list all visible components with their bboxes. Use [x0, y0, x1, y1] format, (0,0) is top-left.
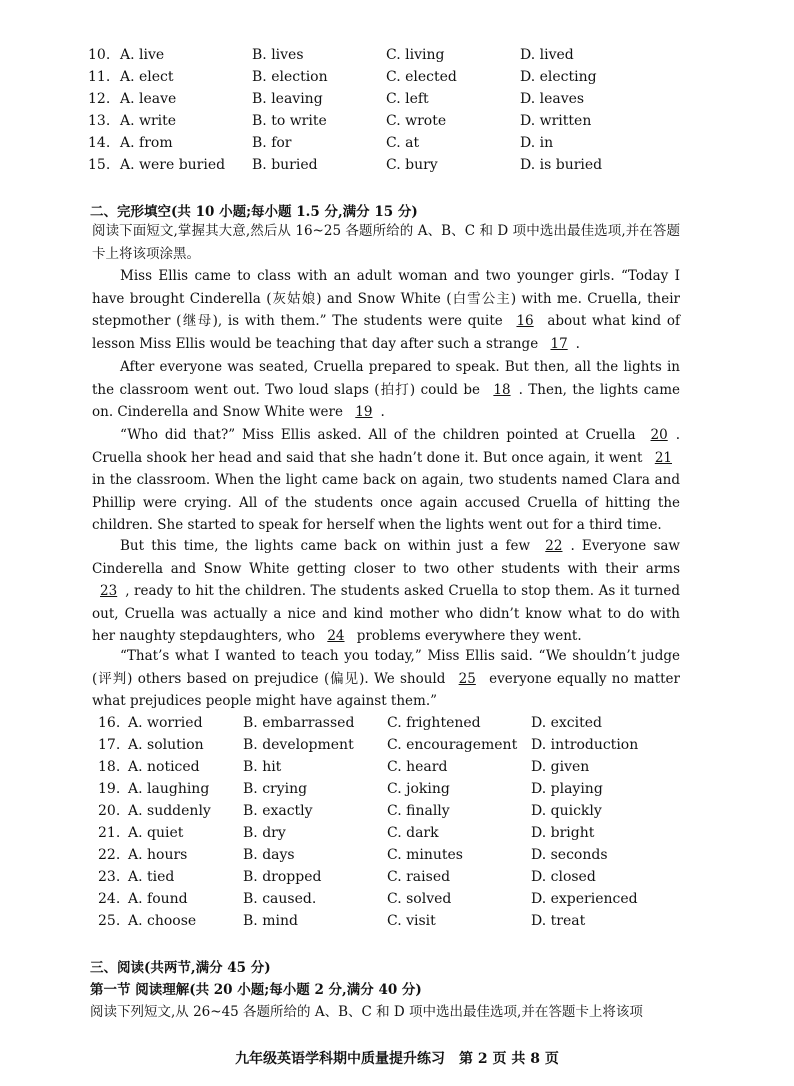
option-a: A. from — [120, 135, 173, 151]
option-a: A. hours — [128, 847, 188, 863]
option-c: C. bury — [386, 157, 438, 173]
question-number: 12. — [88, 91, 111, 107]
option-row — [88, 66, 708, 88]
blank-16: 16 — [516, 313, 534, 329]
option-d: D. playing — [531, 781, 603, 797]
question-number: 17. — [98, 737, 121, 753]
option-a: A. quiet — [128, 825, 184, 841]
option-row — [98, 888, 698, 910]
option-a: A. noticed — [128, 759, 200, 775]
blank-17: 17 — [550, 335, 568, 352]
question-number: 11. — [88, 69, 111, 85]
option-b: B. mind — [243, 913, 298, 929]
question-number: 14. — [88, 135, 111, 151]
option-b: B. hit — [243, 759, 282, 775]
cloze-options-table — [98, 712, 698, 932]
question-number: 10. — [88, 47, 111, 63]
option-row — [98, 756, 698, 778]
option-c: C. heard — [387, 759, 448, 775]
option-b: B. development — [243, 737, 354, 753]
option-c: C. wrote — [386, 113, 447, 129]
option-c: C. finally — [387, 803, 450, 819]
option-row — [88, 110, 708, 132]
blank-18: 18 — [493, 381, 511, 398]
blank-25: 25 — [458, 670, 476, 687]
option-d: D. is buried — [520, 157, 603, 173]
option-a: A. solution — [128, 737, 204, 753]
option-row — [88, 154, 708, 176]
option-b: B. dropped — [243, 869, 322, 885]
option-row — [98, 866, 698, 888]
option-b: B. crying — [243, 781, 308, 797]
passage-paragraph-5: “That’s what I wanted to teach you today,” Miss Ellis said. “We shouldn’t judge (评判) others based on prejudice (偏见). We should 25 everyone equally no matter what prejudices people might have against them.” — [92, 648, 680, 709]
blank-21: 21 — [654, 449, 672, 466]
page-footer: 九年级英语学科期中质量提升练习 第 2 页 共 8 页 — [235, 1051, 559, 1067]
option-row — [98, 844, 698, 866]
option-a: A. choose — [128, 913, 197, 929]
question-number: 24. — [98, 891, 121, 907]
option-d: D. written — [520, 113, 592, 129]
option-b: B. exactly — [243, 803, 313, 819]
option-c: C. raised — [387, 869, 451, 885]
option-a: A. live — [120, 47, 165, 63]
option-a: A. were buried — [120, 157, 226, 173]
option-row — [88, 88, 708, 110]
options-table-top — [88, 44, 708, 176]
option-row — [98, 800, 698, 822]
option-c: C. at — [386, 135, 420, 151]
option-b: B. to write — [252, 113, 327, 129]
option-c: C. joking — [387, 781, 450, 797]
question-number: 16. — [98, 715, 121, 731]
blank-22: 22 — [545, 538, 563, 554]
option-d: D. in — [520, 135, 554, 151]
option-a: A. tied — [128, 869, 175, 885]
option-d: D. closed — [531, 869, 596, 885]
option-c: C. visit — [387, 913, 436, 929]
option-c: C. living — [386, 47, 445, 63]
question-number: 22. — [98, 847, 121, 863]
option-c: C. frightened — [387, 715, 481, 731]
cloze-instruction: 阅读下面短文,掌握其大意,然后从 16~25 各题所给的 A、B、C 和 D 项中选出最佳选项,并在答题卡上将该项涂黑。 — [92, 223, 680, 262]
option-b: B. leaving — [252, 91, 323, 107]
option-b: B. caused. — [243, 891, 317, 907]
option-a: A. elect — [120, 69, 174, 85]
blank-20: 20 — [650, 427, 668, 443]
reading-instruction: 阅读下列短文,从 26~45 各题所给的 A、B、C 和 D 项中选出最佳选项,并在答题卡上将该项 — [90, 1004, 643, 1020]
option-a: A. write — [120, 113, 177, 129]
option-d: D. experienced — [531, 891, 638, 907]
option-b: B. embarrassed — [243, 715, 355, 731]
question-number: 23. — [98, 869, 121, 885]
option-d: D. seconds — [531, 847, 608, 863]
option-row — [98, 778, 698, 800]
option-row — [98, 712, 698, 734]
blank-24: 24 — [327, 628, 345, 644]
blank-19: 19 — [355, 404, 373, 420]
option-d: D. quickly — [531, 803, 602, 819]
question-number: 13. — [88, 113, 111, 129]
option-c: C. elected — [386, 69, 457, 85]
passage-paragraph-3: “Who did that?” Miss Ellis asked. All of the children pointed at Cruella 20 . Cruella shook her head and said that she hadn’t done it. But once again, it went 21 in the classroom. When the light came back on again, two students named Clara and Phillip were crying. All of the students once again accused Cruella of hitting the children. She started to speak for herself when the lights went out for a third time. — [92, 427, 680, 533]
option-c: C. left — [386, 91, 429, 107]
option-d: D. bright — [531, 825, 595, 841]
option-b: B. for — [252, 135, 292, 151]
option-c: C. encouragement — [387, 737, 518, 753]
option-b: B. dry — [243, 825, 286, 841]
question-number: 15. — [88, 157, 111, 173]
option-d: D. lived — [520, 47, 574, 63]
option-a: A. found — [128, 891, 188, 907]
option-d: D. introduction — [531, 737, 639, 753]
passage-paragraph-4: But this time, the lights came back on within just a few 22 . Everyone saw Cinderella and Snow White getting closer to two other students with their arms 23 , ready to hit the children. The students asked Cruella to stop them. As it turned out, Cruella was actually a nice and kind mother who didn’t know what to do with her naughty stepdaughters, who 24 problems everywhere they went. — [92, 538, 680, 644]
question-number: 18. — [98, 759, 121, 775]
option-d: D. treat — [531, 913, 586, 929]
option-c: C. minutes — [387, 847, 463, 863]
passage-paragraph-2: After everyone was seated, Cruella prepared to speak. But then, all the lights in the classroom went out. Two loud slaps (拍打) could be 18 . Then, the lights came on. Cinderella and Snow White were 19 . — [92, 359, 680, 420]
option-row — [88, 44, 708, 66]
option-row — [88, 132, 708, 154]
option-a: A. laughing — [128, 781, 210, 797]
question-number: 21. — [98, 825, 121, 841]
question-number: 19. — [98, 781, 121, 797]
reading-heading: 三、阅读(共两节,满分 45 分) — [90, 960, 271, 976]
option-d: D. given — [531, 759, 590, 775]
option-d: D. electing — [520, 69, 597, 85]
option-row — [98, 734, 698, 756]
cloze-heading: 二、完形填空(共 10 小题;每小题 1.5 分,满分 15 分) — [90, 204, 418, 220]
reading-subheading: 第一节 阅读理解(共 20 小题;每小题 2 分,满分 40 分) — [90, 982, 422, 998]
option-row — [98, 822, 698, 844]
passage-paragraph-1: Miss Ellis came to class with an adult woman and two younger girls. “Today I have brought Cinderella (灰姑娘) and Snow White (白雪公主) with me. Cruella, their stepmother (继母), is with them.” The students were quite 16 about what kind of lesson Miss Ellis would be teaching that day after such a strange 17 . — [92, 268, 680, 352]
option-d: D. excited — [531, 715, 602, 731]
option-b: B. election — [252, 69, 328, 85]
option-row — [98, 910, 698, 932]
option-a: A. leave — [120, 91, 177, 107]
option-c: C. dark — [387, 825, 439, 841]
option-c: C. solved — [387, 891, 452, 907]
question-number: 25. — [98, 913, 121, 929]
option-b: B. buried — [252, 157, 318, 173]
option-d: D. leaves — [520, 91, 585, 107]
question-number: 20. — [98, 803, 121, 819]
option-a: A. worried — [128, 715, 203, 731]
option-a: A. suddenly — [128, 803, 211, 819]
option-b: B. lives — [252, 47, 304, 63]
blank-23: 23 — [100, 583, 118, 599]
option-b: B. days — [243, 847, 295, 863]
